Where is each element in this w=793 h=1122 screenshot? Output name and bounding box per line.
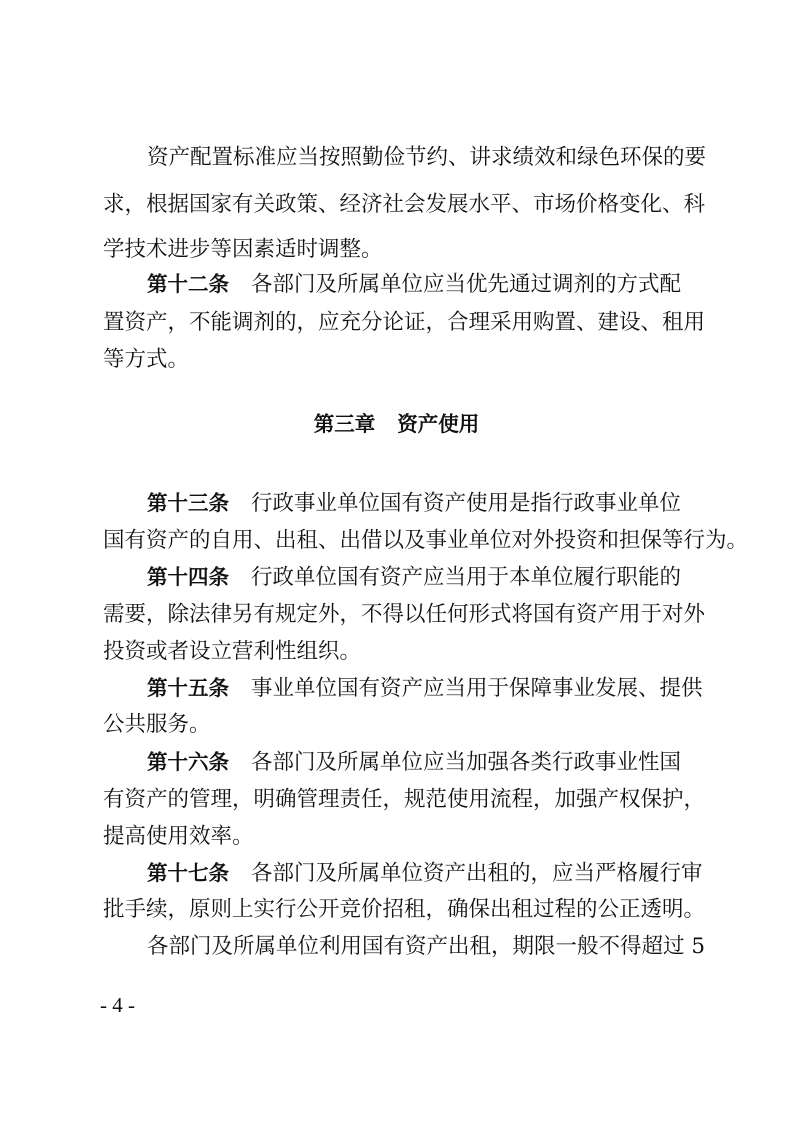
article-title: 第十七条 xyxy=(147,861,229,885)
line-text: 有资产的管理，明确管理责任，规范使用流程，加强产权保护， xyxy=(103,787,706,812)
article-title: 第十五条 xyxy=(147,676,229,700)
body-line xyxy=(103,705,211,745)
line-text: 行政单位国有资产应当用于本单位履行职能的 xyxy=(251,565,682,590)
article-16-line xyxy=(147,742,681,782)
line-text: 各部门及所属单位资产出租的，应当严格履行审 xyxy=(251,861,703,886)
line-text: 学技术进步等因素适时调整。 xyxy=(103,237,383,262)
line-text: 国有资产的自用、出租、出借以及事业单位对外投资和担保等行为。 xyxy=(103,528,749,553)
body-line xyxy=(103,890,705,930)
article-title: 第十三条 xyxy=(147,491,229,515)
article-17-line xyxy=(147,853,703,893)
body-line xyxy=(103,595,705,635)
line-text: 需要，除法律另有规定外，不得以任何形式将国有资产用于对外 xyxy=(103,602,706,627)
body-line xyxy=(103,521,748,561)
chapter-title: 资产使用 xyxy=(397,412,480,436)
body-line xyxy=(103,632,361,672)
line-text: 提高使用效率。 xyxy=(103,824,254,849)
chapter-heading xyxy=(0,404,793,444)
article-15-line xyxy=(147,668,703,708)
line-text: 事业单位国有资产应当用于保障事业发展、提供 xyxy=(251,676,703,701)
line-text: 等方式。 xyxy=(103,347,190,372)
line-text: 行政事业单位国有资产使用是指行政事业单位 xyxy=(251,491,682,516)
body-line xyxy=(103,185,705,225)
line-text: 批手续，原则上实行公开竞价招租，确保出租过程的公正透明。 xyxy=(103,897,706,922)
line-text: 置资产，不能调剂的，应充分论证，合理采用购置、建设、租用 xyxy=(103,310,706,335)
line-text: 各部门及所属单位应当加强各类行政事业性国 xyxy=(251,750,682,775)
line-text: 公共服务。 xyxy=(103,712,211,737)
line-text: 各部门及所属单位应当优先通过调剂的方式配 xyxy=(251,272,682,297)
body-line xyxy=(103,303,705,343)
page-number: - 4 - xyxy=(100,993,135,1017)
line-text: 各部门及所属单位利用国有资产出租，期限一般不得超过 5 xyxy=(147,934,706,959)
article-title: 第十六条 xyxy=(147,750,229,774)
line-text: 投资或者设立营利性组织。 xyxy=(103,639,362,664)
article-title: 第十二条 xyxy=(147,272,229,296)
article-13-line xyxy=(147,483,681,523)
article-title: 第十四条 xyxy=(147,565,229,589)
body-line xyxy=(147,927,705,967)
article-12-line xyxy=(147,264,681,304)
body-line xyxy=(103,817,254,857)
body-line xyxy=(103,340,189,380)
body-line xyxy=(147,138,706,178)
line-text: 求，根据国家有关政策、经济社会发展水平、市场价格变化、科 xyxy=(103,192,706,217)
chapter-number: 第三章 xyxy=(313,412,376,436)
article-14-line xyxy=(147,557,681,597)
line-text: 资产配置标准应当按照勤俭节约、讲求绩效和绿色环保的要 xyxy=(147,145,707,170)
body-line xyxy=(103,780,705,820)
